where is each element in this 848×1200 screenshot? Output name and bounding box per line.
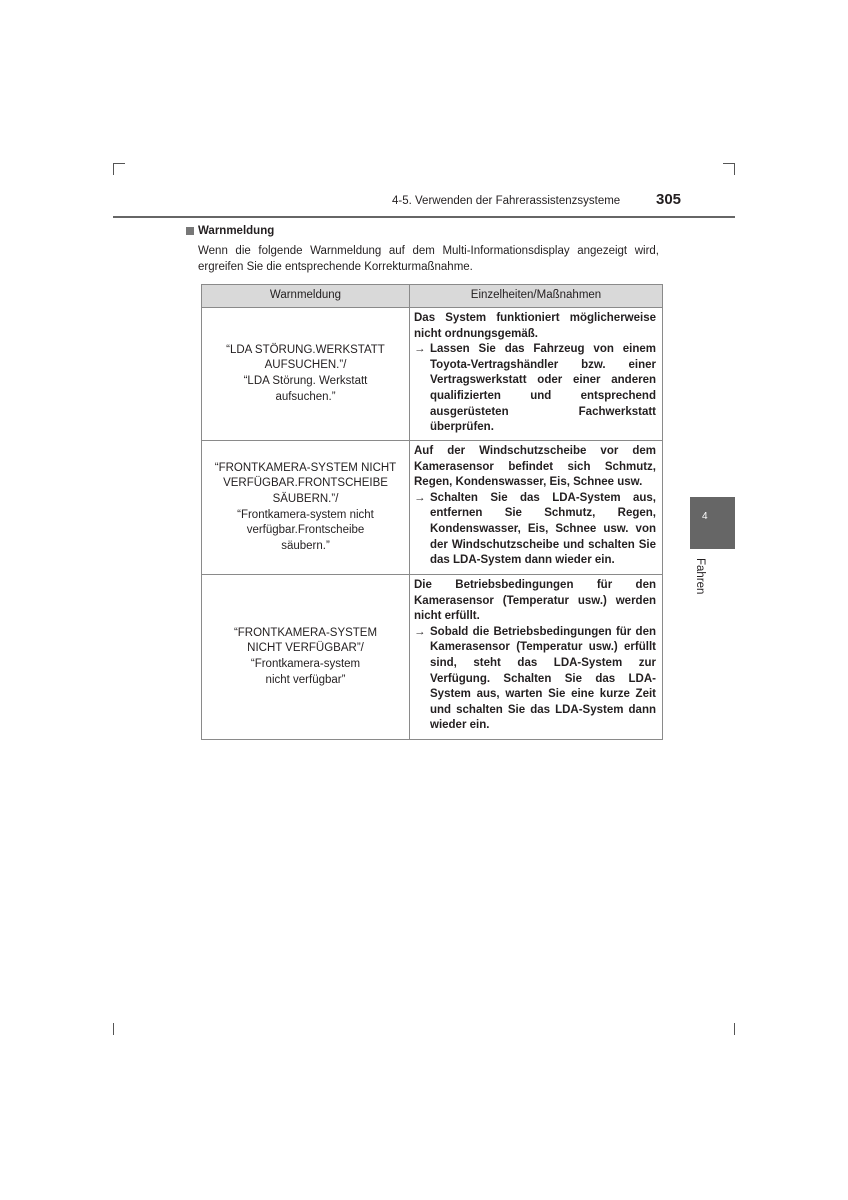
arrow-right-icon: → — [414, 343, 426, 356]
message-line: säubern.” — [281, 539, 330, 552]
message-line: verfügbar.Frontscheibe — [246, 524, 365, 537]
header-divider — [113, 216, 735, 218]
table-row — [202, 441, 663, 575]
details-cell — [410, 575, 663, 740]
action-item — [414, 342, 656, 436]
chapter-tab — [690, 497, 735, 549]
cause-text: Auf der Windschutzscheibe vor dem Kamerasensor befindet sich Schmutz, Regen, Kondenswasser, Eis, Schnee usw. — [414, 445, 656, 489]
table-row — [202, 575, 663, 740]
message-line: AUFSUCHEN.”/ — [264, 359, 347, 372]
crop-mark — [113, 163, 114, 175]
crop-mark — [113, 1023, 114, 1035]
message-line: aufsuchen.” — [275, 390, 336, 403]
column-header-details: Einzelheiten/Maßnahmen — [410, 285, 663, 308]
table-header-row — [202, 285, 663, 308]
action-text: Sobald die Betriebsbedingungen für den Kamerasensor (Temperatur usw.) erfüllt sind, steht das LDA-System zur Verfügung. Schalten Sie das LDA-System aus, warten Sie eine kurze Zeit und schalten Sie das LDA-System dann wieder ein. — [430, 625, 656, 732]
column-header-message: Warnmeldung — [202, 285, 410, 308]
cause-text: Die Betriebsbedingungen für den Kamerasensor (Temperatur usw.) werden nicht erfüllt. — [414, 579, 656, 623]
running-header: 4-5. Verwenden der Fahrerassistenzsysteme — [392, 195, 621, 207]
chapter-number: 4 — [702, 511, 708, 522]
crop-mark — [113, 163, 125, 164]
warning-message-cell — [202, 308, 410, 441]
crop-mark — [734, 163, 735, 175]
table-row — [202, 308, 663, 441]
action-text: Lassen Sie das Fahrzeug von einem Toyota-Vertragshändler bzw. einer Vertragswerkstatt oder einer anderen qualifizierten und entsprechend ausgerüsteten Fachwerkstatt überprüfen. — [430, 343, 656, 434]
message-line: “Frontkamera-system nicht — [237, 508, 374, 521]
message-line: “Frontkamera-system — [250, 658, 361, 670]
chapter-title: Fahren — [694, 558, 706, 595]
warning-table — [201, 284, 663, 740]
action-item — [414, 625, 656, 734]
message-line: NICHT VERFÜGBAR”/ — [247, 642, 364, 655]
section-heading — [186, 225, 274, 237]
arrow-right-icon: → — [414, 625, 426, 638]
details-cell — [410, 308, 663, 441]
warning-message-cell — [202, 575, 410, 740]
arrow-right-icon: → — [414, 491, 426, 504]
page-number: 305 — [656, 191, 682, 208]
message-line: “FRONTKAMERA-SYSTEM NICHT — [214, 461, 397, 474]
message-line: “FRONTKAMERA-SYSTEM — [233, 626, 378, 639]
message-line: “LDA STÖRUNG.WERKSTATT — [226, 343, 385, 356]
message-line: nicht verfügbar” — [265, 673, 346, 686]
details-cell — [410, 441, 663, 575]
crop-mark — [734, 1023, 735, 1035]
message-line: VERFÜGBAR.FRONTSCHEIBE — [223, 477, 388, 490]
square-bullet-icon — [186, 227, 194, 235]
warning-message-cell — [202, 441, 410, 575]
action-text: Schalten Sie das LDA-System aus, entfernen Sie Schmutz, Regen, Kondenswasser, Eis, Schnee usw. von der Windschutzscheibe und schalten Sie das LDA-System dann wieder ein. — [430, 491, 656, 567]
message-line: “LDA Störung. Werkstatt — [243, 375, 368, 387]
action-item — [414, 491, 656, 569]
section-heading-text: Warnmeldung — [198, 225, 275, 237]
cause-text: Das System funktioniert möglicherweise nicht ordnungsgemäß. — [414, 312, 656, 340]
message-line: SÄUBERN.”/ — [272, 492, 339, 505]
intro-paragraph: Wenn die folgende Warnmeldung auf dem Multi-Informationsdisplay angezeigt wird, ergreifen Sie die entsprechende Korrekturmaßnahme. — [198, 245, 659, 273]
